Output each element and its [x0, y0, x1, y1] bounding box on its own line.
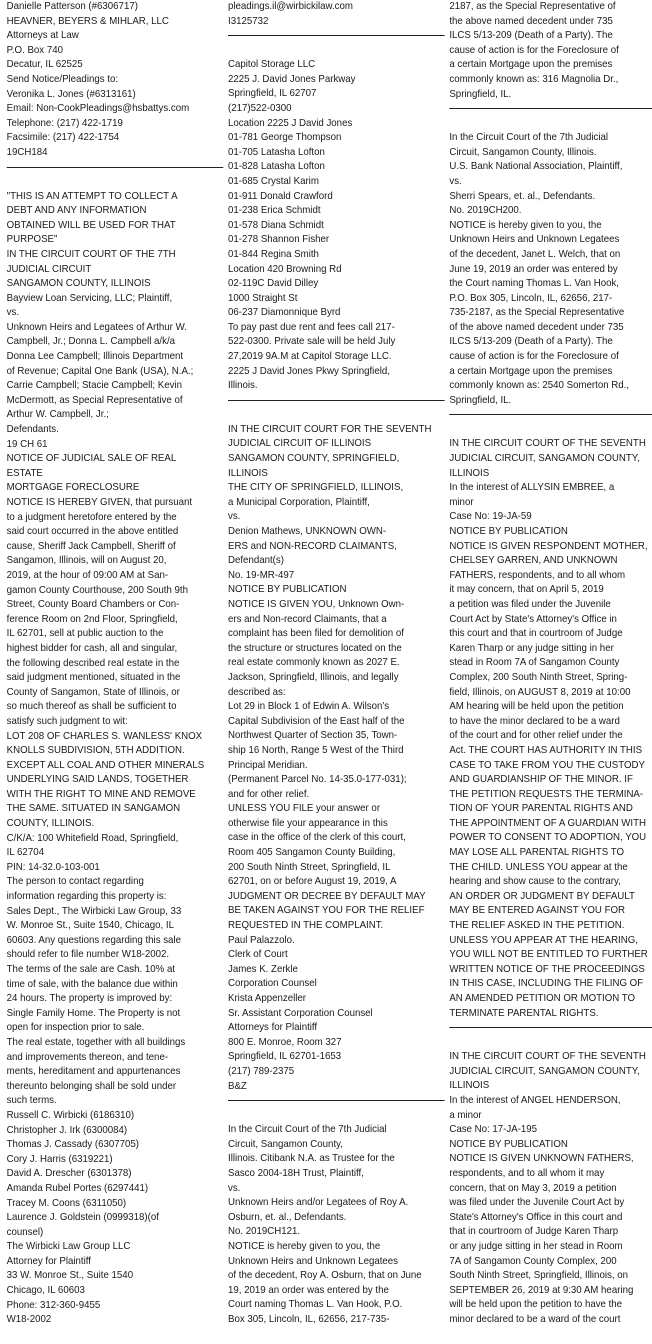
notice-line: Denion Mathews, UNKNOWN OWN- [228, 526, 387, 537]
notice-line: Danielle Patterson (#6306717) [6, 1, 138, 12]
notice-line: of the decedent, Roy A. Osburn, that on June [228, 1270, 422, 1282]
notice-line: 522-0300. Private sale will be held July [228, 336, 396, 348]
notice-line: 01-844 Regina Smith [228, 248, 319, 260]
notice-line: 2187, as the Special Representative of [449, 1, 616, 12]
notice-line: the Court naming Thomas L. Van Hook, [449, 278, 619, 290]
notice-line: EXCEPT ALL COAL AND OTHER MINERALS [6, 759, 205, 771]
notice-line: was filed under the Juvenile Court Act by [449, 1197, 625, 1209]
notice-line: 800 E. Monroe, Room 327 [228, 1036, 342, 1048]
notice-line: Phone: 312-360-9455 [6, 1299, 101, 1311]
section-divider [449, 1027, 652, 1028]
notice-line: JUDICIAL CIRCUIT [6, 263, 92, 275]
notice-line: Decatur, IL 62525 [6, 59, 83, 71]
notice-line: a certain Mortgage upon the premises [449, 365, 613, 377]
notice-line: ers and Non-record Claimants, that a [228, 613, 387, 625]
notice-line: Springfield, IL 62707 [228, 88, 317, 100]
notice-line: W. Monroe St., Suite 1540, Chicago, IL [6, 920, 174, 932]
notice-line: U.S. Bank National Association, Plaintiff, [449, 161, 623, 173]
notice-line: JUDICIAL CIRCUIT, SANGAMON COUNTY, [449, 453, 640, 465]
notice-line: to a judgment heretofore entered by the [6, 511, 177, 523]
notice-line: Springfield, IL. [449, 88, 512, 100]
notice-line: CHELSEY GARREN, AND UNKNOWN [449, 555, 618, 567]
notice-line: 62701, on or before August 19, 2019, A [228, 876, 397, 888]
notice-line: 60603. Any questions regarding this sale [6, 934, 181, 946]
notice-line: 27,2019 9A.M at Capitol Storage LLC. [228, 351, 392, 363]
notice-line: ILCS 5/13-209 (Death of a Party). The [449, 336, 613, 348]
notice-line: Springfield, IL. [449, 394, 512, 406]
notice-line: Bayview Loan Servicing, LLC; Plaintiff, [6, 292, 173, 304]
notice-line: IN THE CIRCUIT COURT OF THE 7TH [6, 248, 176, 260]
notice-line: open for inspection prior to sale. [6, 1022, 145, 1034]
notice-line: Tracey M. Coons (6311050) [6, 1197, 127, 1209]
notice-line: should refer to file number W18-2002. [6, 949, 170, 961]
section-gap [228, 1109, 445, 1123]
notice-line: ments, hereditament and appurtenances [6, 1066, 181, 1078]
notice-line: cause, Sheriff Jack Campbell, Sheriff of [6, 540, 176, 552]
notice-line: Unknown Heirs and Unknown Legatees [228, 1255, 399, 1267]
notice-line: Case No: 19-JA-59 [449, 511, 532, 523]
notice-line: 735-2187, as the Special Representative [449, 307, 625, 319]
notice-line: McDermott, as Special Representative of [6, 394, 183, 406]
notice-line: NOTICE IS GIVEN RESPONDENT MOTHER, [449, 540, 648, 552]
notice-line: 01-578 Diana Schmidt [228, 219, 324, 231]
notice-line: Circuit, Sangamon County, [228, 1138, 343, 1150]
notice-line: the structure or structures located on the [228, 642, 402, 654]
notice-line: Campbell, Jr.; Donna L. Campbell a/k/a [6, 336, 176, 348]
notice-line: satisfy such judgment to wit: [6, 715, 128, 727]
notice-line: TERMINATE PARENTAL RIGHTS. [449, 1007, 599, 1019]
notice-line: Box 305, Lincoln, IL, 62656, 217-735- [228, 1313, 390, 1325]
notice-line: THE CHILD. UNLESS YOU appear at the [449, 861, 628, 873]
notice-line: To pay past due rent and fees call 217- [228, 321, 395, 333]
notice-line: Attorneys at Law [6, 30, 79, 42]
notice-line: W18-2002 [6, 1314, 52, 1326]
legal-notice [7, 190, 224, 1328]
notice-line: counsel) [6, 1226, 44, 1238]
section-gap [228, 409, 445, 423]
notice-line: ILLINOIS [449, 1080, 490, 1092]
notice-line: AM hearing will be held upon the petition [449, 701, 624, 713]
notice-line: Unknown Heirs and Legatees of Arthur W. [6, 321, 187, 333]
notice-line: of the above named decedent under 735 [449, 321, 624, 333]
section-divider [228, 400, 445, 401]
notice-line: Circuit, Sangamon County, Illinois. [449, 146, 597, 158]
notice-line: 7A of Sangamon County Complex, 200 [449, 1255, 617, 1267]
notice-line: NOTICE IS GIVEN UNKNOWN FATHERS, [449, 1153, 634, 1165]
column-3 [449, 0, 652, 1327]
section-divider [228, 1100, 445, 1101]
notice-line: Karen Tharp or any judge sitting in her [449, 642, 614, 654]
notice-line: THE APPOINTMENT OF A GUARDIAN WITH [449, 817, 646, 829]
notice-line: IN THE CIRCUIT COURT OF THE SEVENTH [449, 438, 646, 450]
notice-line: JUDICIAL CIRCUIT OF ILLINOIS [228, 438, 372, 450]
notice-line: FATHERS, respondents, and to all whom [449, 569, 626, 581]
notice-line: P.O. Box 740 [6, 44, 63, 56]
section-gap [449, 1036, 652, 1050]
legal-notice [7, 0, 224, 161]
notice-line: Arthur W. Campbell, Jr.; [6, 409, 109, 421]
notice-line: C/K/A: 100 Whitefield Road, Springfield, [6, 832, 179, 844]
notice-line: 01-828 Latasha Lofton [228, 161, 325, 173]
notice-line: In the interest of ALLYSIN EMBREE, a [449, 482, 615, 494]
notice-line: Telephone: (217) 422-1719 [6, 117, 123, 129]
notice-line: "THIS IS AN ATTEMPT TO COLLECT A [6, 190, 178, 202]
notice-line: Chicago, IL 60603 [6, 1285, 85, 1297]
legal-notice [449, 437, 652, 1021]
legal-notice [449, 1050, 652, 1327]
notice-line: MORTGAGE FORECLOSURE [6, 482, 140, 494]
notice-line: JUDICIAL CIRCUIT, SANGAMON COUNTY, [449, 1065, 640, 1077]
notice-line: Cory J. Harris (6319221) [6, 1153, 113, 1165]
notice-line: that in courtroom of Judge Karen Tharp [449, 1226, 619, 1238]
notice-line: Sr. Assistant Corporation Counsel [228, 1007, 373, 1019]
legal-notice [228, 423, 445, 1094]
notice-line: 24 hours. The property is improved by: [6, 993, 173, 1005]
notice-line: JUDGMENT OR DECREE BY DEFAULT MAY [228, 890, 426, 902]
notice-line: In the interest of ANGEL HENDERSON, [449, 1094, 621, 1106]
notice-line: KNOLLS SUBDIVISION, 5TH ADDITION. [6, 745, 185, 757]
notice-line: and improvements thereon, and tene- [6, 1051, 169, 1063]
notice-line: vs. [228, 1182, 241, 1194]
section-divider [449, 108, 652, 109]
notice-line: highest bidder for cash, all and singular, [6, 642, 178, 654]
notice-line: pleadings.il@wirbickilaw.com [228, 1, 353, 12]
notice-line: ESTATE [6, 467, 43, 479]
notice-line: 1000 Straight St [228, 292, 298, 304]
notice-line: time of sale, with the balance due within [6, 978, 178, 990]
notice-line: ILCS 5/13-209 (Death of a Party). The [449, 30, 613, 42]
notice-line: Jackson, Springfield, Illinois, and legally [228, 671, 399, 683]
notice-line: 02-119C David Dilley [228, 278, 319, 290]
notice-line: a minor [449, 1109, 482, 1121]
notice-line: described as: [228, 686, 286, 698]
notice-line: Thomas J. Cassady (6307705) [6, 1139, 139, 1151]
notice-line: Amanda Rubel Portes (6297441) [6, 1182, 149, 1194]
notice-line: field, Illinois, on AUGUST 8, 2019 at 10:00 [449, 686, 631, 698]
notice-line: 33 W. Monroe St., Suite 1540 [6, 1270, 134, 1282]
notice-line: South Ninth Street, Springfield, Illinois, on [449, 1270, 628, 1282]
section-gap [7, 176, 224, 190]
notice-line: ference Room on 2nd Floor, Springfield, [6, 613, 178, 625]
notice-line: respondents, and to all whom it may [449, 1167, 605, 1179]
notice-line: a Municipal Corporation, Plaintiff, [228, 496, 370, 508]
notice-line: Room 405 Sangamon County Building, [228, 847, 396, 859]
notice-line: a petition was filed under the Juvenile [449, 598, 611, 610]
notice-line: ILLINOIS [449, 467, 490, 479]
notice-line: IN THIS CASE, INCLUDING THE FILING OF [449, 978, 644, 990]
notice-line: Attorney for Plaintiff [6, 1255, 91, 1267]
notice-line: Springfield, IL 62701-1653 [228, 1051, 342, 1063]
notice-line: real estate commonly known as 2027 E. [228, 657, 400, 669]
notice-line: concern, that on May 3, 2019 a petition [449, 1182, 617, 1194]
notice-line: Sangamon, Illinois, will on August 20, [6, 555, 167, 567]
notice-line: 01-278 Shannon Fisher [228, 234, 330, 246]
notice-line: Send Notice/Pleadings to: [6, 73, 119, 85]
notice-line: MAY LOSE ALL PARENTAL RIGHTS TO [449, 847, 624, 859]
column-2 [228, 0, 445, 1327]
notice-line: Defendants. [6, 424, 59, 436]
notice-line: June 19, 2019 an order was entered by [449, 263, 618, 275]
notice-line: Christopher J. Irk (6300084) [6, 1124, 128, 1136]
notice-line: information regarding this property is: [6, 891, 167, 903]
notice-line: said judgment mentioned, situated in the [6, 672, 181, 684]
notice-line: ERS and NON-RECORD CLAIMANTS, [228, 540, 397, 552]
notice-line: Unknown Heirs and/or Legatees of Roy A. [228, 1197, 409, 1209]
notice-line: minor declared to be a ward of the court [449, 1313, 621, 1325]
notice-line: IL 62701, sell at public auction to the [6, 628, 164, 640]
notice-line: said court occurred in the above entitled [6, 526, 179, 538]
notice-line: REQUESTED IN THE COMPLAINT. [228, 920, 384, 932]
notice-line: COUNTY, ILLINOIS. [6, 818, 95, 830]
notice-line: 01-781 George Thompson [228, 132, 342, 144]
notice-line: Sherri Spears, et. al., Defendants. [449, 190, 596, 202]
notice-line: Corporation Counsel [228, 978, 317, 990]
notice-line: otherwise file your appearance in this [228, 817, 388, 829]
notice-line: Principal Meridian. [228, 759, 308, 771]
notice-line: Location 420 Browning Rd [228, 263, 342, 275]
section-gap [228, 44, 445, 58]
section-divider [228, 35, 445, 36]
notice-line: WRITTEN NOTICE OF THE PROCEEDINGS [449, 963, 645, 975]
notice-line: Attorneys for Plaintiff [228, 1022, 318, 1034]
notice-line: Unknown Heirs and Unknown Legatees [449, 234, 620, 246]
notice-line: Krista Appenzeller [228, 993, 307, 1004]
notice-line: NOTICE is hereby given to you, the [228, 1240, 381, 1252]
notice-line: it may concern, that on April 5, 2019 [449, 584, 604, 596]
notice-line: No. 2019CH200. [449, 205, 522, 217]
column-1 [7, 0, 224, 1328]
notice-line: NOTICE BY PUBLICATION [449, 526, 568, 537]
legal-notice [449, 131, 652, 408]
notice-line: NOTICE BY PUBLICATION [449, 1138, 568, 1150]
section-divider [449, 414, 652, 415]
notice-line: THE RELIEF ASKED IN THE PETITION. [449, 920, 625, 932]
notice-line: and for other relief. [228, 788, 310, 800]
notice-line: 01-705 Latasha Lofton [228, 146, 325, 158]
notice-line: Location 2225 J David Jones [228, 117, 353, 129]
notice-line: (217)522-0300 [228, 102, 292, 114]
notice-line: AND GUARDIANSHIP OF THE MINOR. IF [449, 774, 633, 786]
notice-line: CASE TO TAKE FROM YOU THE CUSTODY [449, 759, 645, 771]
notice-line: I3125732 [228, 15, 269, 27]
notice-line: hearing and show cause to the contrary, [449, 876, 621, 888]
notice-line: commonly known as: 2540 Somerton Rd., [449, 380, 630, 392]
notice-line: so much thereof as shall be sufficient to [6, 701, 177, 713]
notice-line: The person to contact regarding [6, 876, 144, 888]
notice-line: SANGAMON COUNTY, ILLINOIS [6, 278, 151, 290]
notice-line: SANGAMON COUNTY, SPRINGFIELD, [228, 453, 400, 465]
notice-line: vs. [228, 511, 241, 523]
notice-line: DEBT AND ANY INFORMATION [6, 205, 147, 217]
notice-line: Donna Lee Campbell; Illinois Department [6, 351, 184, 363]
notice-line: 01-685 Crystal Karim [228, 175, 319, 187]
notice-line: 19 CH 61 [6, 438, 48, 450]
notice-line: Clerk of Court [228, 949, 288, 961]
notice-line: James K. Zerkle [228, 963, 298, 975]
notice-line: Illinois. Citibank N.A. as Trustee for the [228, 1153, 395, 1165]
notice-line: THE SAME. SITUATED IN SANGAMON [6, 803, 181, 815]
notice-line: commonly known as: 316 Magnolia Dr., [449, 73, 619, 85]
notice-line: the above named decedent under 735 [449, 15, 613, 27]
notice-line: In the Circuit Court of the 7th Judicial [228, 1124, 387, 1136]
notice-line: Single Family Home. The Property is not [6, 1007, 181, 1019]
notice-line: UNDERLYING SAID LANDS, TOGETHER [6, 774, 189, 786]
notice-line: Illinois. [228, 380, 258, 392]
notice-line: NOTICE OF JUDICIAL SALE OF REAL [6, 453, 177, 465]
notice-line: The Wirbicki Law Group LLC [6, 1241, 131, 1253]
notice-line: Sasco 2004-18H Trust, Plaintiff, [228, 1167, 364, 1179]
notice-line: cause of action is for the Foreclosure of [449, 44, 619, 56]
notice-line: Act. THE COURT HAS AUTHORITY IN THIS [449, 744, 643, 756]
notice-line: Lot 29 in Block 1 of Edwin A. Wilson's [228, 701, 390, 713]
notice-line: OBTAINED WILL BE USED FOR THAT [6, 219, 176, 231]
notice-line: Street, County Board Chambers or Con- [6, 599, 180, 611]
notice-line: Laurence J. Goldstein (0999318)(of [6, 1212, 159, 1224]
notice-line: THE CITY OF SPRINGFIELD, ILLINOIS, [228, 482, 404, 494]
notice-line: minor [449, 496, 474, 508]
notice-line: In the Circuit Court of the 7th Judicial [449, 132, 609, 144]
notice-line: YOU WILL NOT BE ENTITLED TO FURTHER [449, 949, 648, 961]
section-divider [7, 167, 224, 168]
notice-line: The terms of the sale are Cash. 10% at [6, 964, 176, 975]
notice-line: LOT 208 OF CHARLES S. WANLESS' KNOX [6, 730, 203, 742]
notice-line: 19CH184 [6, 146, 48, 158]
legal-notice [228, 0, 445, 29]
notice-line: IN THE CIRCUIT COURT OF THE SEVENTH [449, 1051, 646, 1063]
notice-line: 2225 J. David Jones Parkway [228, 73, 356, 85]
notice-line: 2019, at the hour of 09:00 AM at San- [6, 569, 169, 581]
notice-line: Carrie Campbell; Stacie Campbell; Kevin [6, 380, 183, 392]
legal-notice [449, 0, 652, 102]
notice-line: will be held upon the petition to have the [449, 1299, 623, 1311]
notice-line: THE PETITION REQUESTS THE TERMINA- [449, 788, 644, 800]
notice-line: Capital Subdivision of the East half of the [228, 715, 405, 727]
notice-line: County of Sangamon, State of Illinois, or [6, 686, 180, 698]
notice-line: David A. Drescher (6301378) [6, 1168, 132, 1180]
notice-line: The real estate, together with all buildings [6, 1036, 186, 1048]
notice-line: complaint has been filed for demolition of [228, 628, 404, 640]
notice-line: Osburn, et. al., Defendants. [228, 1211, 347, 1223]
notice-line: NOTICE IS HEREBY GIVEN, that pursuant [6, 497, 193, 508]
notice-line: UNLESS YOU APPEAR AT THE HEARING, [449, 934, 638, 946]
notice-line: MAY BE ENTERED AGAINST YOU FOR [449, 905, 626, 917]
notice-line: 06-237 Diamonnique Byrd [228, 307, 341, 319]
notice-line: PIN: 14-32.0-103-001 [6, 861, 100, 873]
notice-line: 19, 2019 an order was entered by the [228, 1284, 389, 1296]
notice-line: B&Z [228, 1080, 247, 1092]
notice-line: gamon County Courthouse, 200 South 9th [6, 584, 188, 596]
notice-line: NOTICE is hereby given to you, the [449, 219, 602, 231]
notice-line: thereunto belonging shall be sold under [6, 1080, 177, 1092]
notice-line: 01-238 Erica Schmidt [228, 205, 321, 217]
notice-line: NOTICE IS GIVEN YOU, Unknown Own- [228, 598, 405, 610]
notice-line: 2225 J David Jones Pkwy Springfield, [228, 365, 390, 377]
notice-line: BE TAKEN AGAINST YOU FOR THE RELIEF [228, 905, 425, 917]
notice-line: cause of action is for the Foreclosure of [449, 351, 619, 363]
notice-line: NOTICE BY PUBLICATION [228, 584, 347, 596]
notice-line: HEAVNER, BEYERS & MIHLAR, LLC [6, 15, 169, 27]
notice-line: AN AMENDED PETITION OR MOTION TO [449, 993, 636, 1004]
section-gap [449, 117, 652, 131]
notice-line: (217) 789-2375 [228, 1065, 295, 1077]
notice-line: ILLINOIS [228, 467, 268, 479]
notice-line: SEPTEMBER 26, 2019 at 9:30 AM hearing [449, 1284, 634, 1296]
notice-line: Court naming Thomas L. Van Hook, P.O. [228, 1299, 403, 1311]
notice-line: of the court and for other relief under the [449, 730, 623, 742]
notice-line: vs. [449, 175, 462, 187]
notice-line: Russell C. Wirbicki (6186310) [6, 1109, 135, 1121]
legal-notice [228, 58, 445, 394]
notice-line: such terms. [6, 1095, 57, 1107]
notice-line: 200 South Ninth Street, Springfield, IL [228, 861, 391, 873]
notice-line: Facsimile: (217) 422-1754 [6, 132, 120, 144]
notice-line: State's Attorney's Office in this court and [449, 1211, 623, 1223]
notice-line: No. 19-MR-497 [228, 569, 295, 581]
notice-line: the following described real estate in the [6, 657, 180, 669]
notice-line: Court Act by State's Attorney's Office in [449, 613, 617, 625]
notice-line: AN ORDER OR JUDGMENT BY DEFAULT [449, 890, 635, 902]
notice-line: IN THE CIRCUIT COURT FOR THE SEVENTH [228, 423, 432, 435]
notice-line: Paul Palazzolo. [228, 934, 295, 946]
notice-line: (Permanent Parcel No. 14-35.0-177-031); [228, 774, 407, 786]
notice-line: of the decedent, Janet L. Welch, that on [449, 248, 621, 260]
notice-line: POWER TO CONSENT TO ADOPTION, YOU [449, 832, 647, 844]
notice-line: a certain Mortgage upon the premises [449, 59, 613, 71]
notice-line: Northwest Quarter of Section 35, Town- [228, 730, 398, 742]
notice-line: IL 62704 [6, 847, 44, 859]
notice-line: WITH THE RIGHT TO MINE AND REMOVE [6, 788, 196, 800]
notice-line: vs. [6, 307, 20, 319]
notice-line: this court and that in courtroom of Judge [449, 628, 623, 640]
notice-line: case in the office of the clerk of this court, [228, 832, 406, 844]
notice-line: Sales Dept., The Wirbicki Law Group, 33 [6, 905, 182, 917]
notice-line: P.O. Box 305, Lincoln, IL, 62656, 217- [449, 292, 613, 304]
notice-line: No. 2019CH121. [228, 1226, 301, 1238]
notice-line: or any judge sitting in her stead in Room [449, 1240, 623, 1252]
notice-line: of Revenue; Capital One Bank (USA), N.A.; [6, 365, 194, 377]
notice-line: Capitol Storage LLC [228, 59, 316, 71]
notice-line: Email: Non-CookPleadings@hsbattys.com [6, 103, 190, 115]
notice-line: ship 16 North, Range 5 West of the Third [228, 744, 404, 756]
section-gap [449, 423, 652, 437]
notice-line: PURPOSE" [6, 234, 58, 246]
legal-notice [228, 1123, 445, 1327]
notice-line: TION OF YOUR PARENTAL RIGHTS AND [449, 803, 633, 815]
notice-line: to have the minor declared to be a ward [449, 715, 620, 727]
notice-line: Complex, 200 South Ninth Street, Spring- [449, 671, 628, 683]
notice-line: Case No: 17-JA-195 [449, 1124, 538, 1136]
notice-line: 01-911 Donald Crawford [228, 190, 333, 202]
notice-line: stead in Room 7A of Sangamon County [449, 657, 620, 669]
notice-line: UNLESS YOU FILE your answer or [228, 803, 381, 815]
notice-line: Veronika L. Jones (#6313161) [6, 88, 136, 100]
notice-line: Defendant(s) [228, 555, 284, 567]
